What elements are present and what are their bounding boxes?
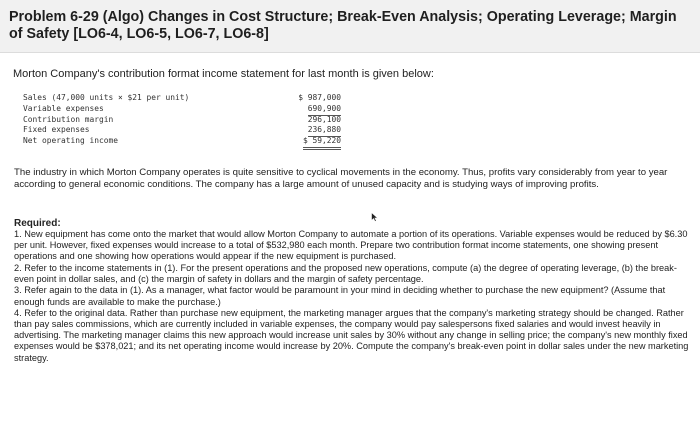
income-statement	[23, 93, 353, 147]
problem-header	[0, 0, 700, 53]
contribution-margin-amount: 296,100	[307, 114, 341, 124]
statement-row-sales	[23, 93, 353, 104]
variable-expenses-amount: 690,900	[308, 104, 341, 116]
requirements-list	[14, 229, 694, 364]
intro-text: Morton Company's contribution format income statement for last month is given below:	[13, 68, 434, 80]
requirement-4: 4. Refer to the original data. Rather than purchase new equipment, the marketing manager argues that the company's marketing strategy should be changed. Rather than pay sales commissions, which are currently included in variable expenses, the company would pay salespersons fixed salaries and would invest heavily in advertising. The marketing manager claims this new approach would increase unit sales by 30% without any change in selling price; the company's new monthly fixed expenses would be $378,021; and its net operating income would increase by 20%. Compute the company's break-even point in dollar sales under the new marketing strategy.	[14, 308, 689, 363]
requirement-2: 2. Refer to the income statements in (1). For the present operations and the proposed new operations, compute (a) the degree of operating leverage, (b) the break-even point in dollar sales, and (c) the margin of safety in dollars and the margin of safety percentage.	[14, 262, 677, 284]
statement-row-net-operating-income	[23, 136, 353, 147]
requirement-1: 1. New equipment has come onto the market that would allow Morton Company to automate a portion of its operations. Variable expenses would be reduced by $6.30 per unit. However, fixed expenses would increase to a total of $532,980 each month. Prepare two contribution format income statements, one showing present operations and one showing how operations would appear if the new equipment is purchased.	[14, 229, 688, 262]
variable-expenses-label: Variable expenses	[23, 103, 104, 113]
sales-label: Sales (47,000 units × $21 per unit)	[23, 93, 190, 102]
contribution-margin-label: Contribution margin	[23, 114, 114, 124]
required-heading: Required:	[14, 218, 61, 229]
net-operating-income-label: Net operating income	[23, 136, 119, 146]
statement-row-fixed-expenses	[23, 125, 353, 136]
fixed-expenses-amount: 236,880	[308, 125, 341, 137]
fixed-expenses-label: Fixed expenses	[23, 125, 90, 135]
mouse-pointer-icon	[371, 212, 379, 222]
industry-paragraph: The industry in which Morton Company operates is quite sensitive to cyclical movements in the economy. Thus, profits vary considerably from year to year according to general economic conditions. The company has a large amount of unused capacity and is studying ways of improving profits.	[14, 167, 668, 190]
sales-amount: $ 987,000	[298, 93, 341, 102]
statement-row-variable-expenses	[23, 104, 353, 115]
statement-row-contribution-margin	[23, 115, 353, 126]
problem-title: Problem 6-29 (Algo) Changes in Cost Structure; Break-Even Analysis; Operating Leverage; Margin of Safety [LO6-4, LO6-5, LO6-7, LO6-8]	[9, 9, 677, 42]
net-operating-income-amount: $ 59,220	[303, 136, 341, 150]
requirement-3: 3. Refer again to the data in (1). As a manager, what factor would be paramount in your mind in deciding whether to purchase the new equipment? (Assume that enough funds are available to make the purchase.)	[14, 285, 666, 307]
